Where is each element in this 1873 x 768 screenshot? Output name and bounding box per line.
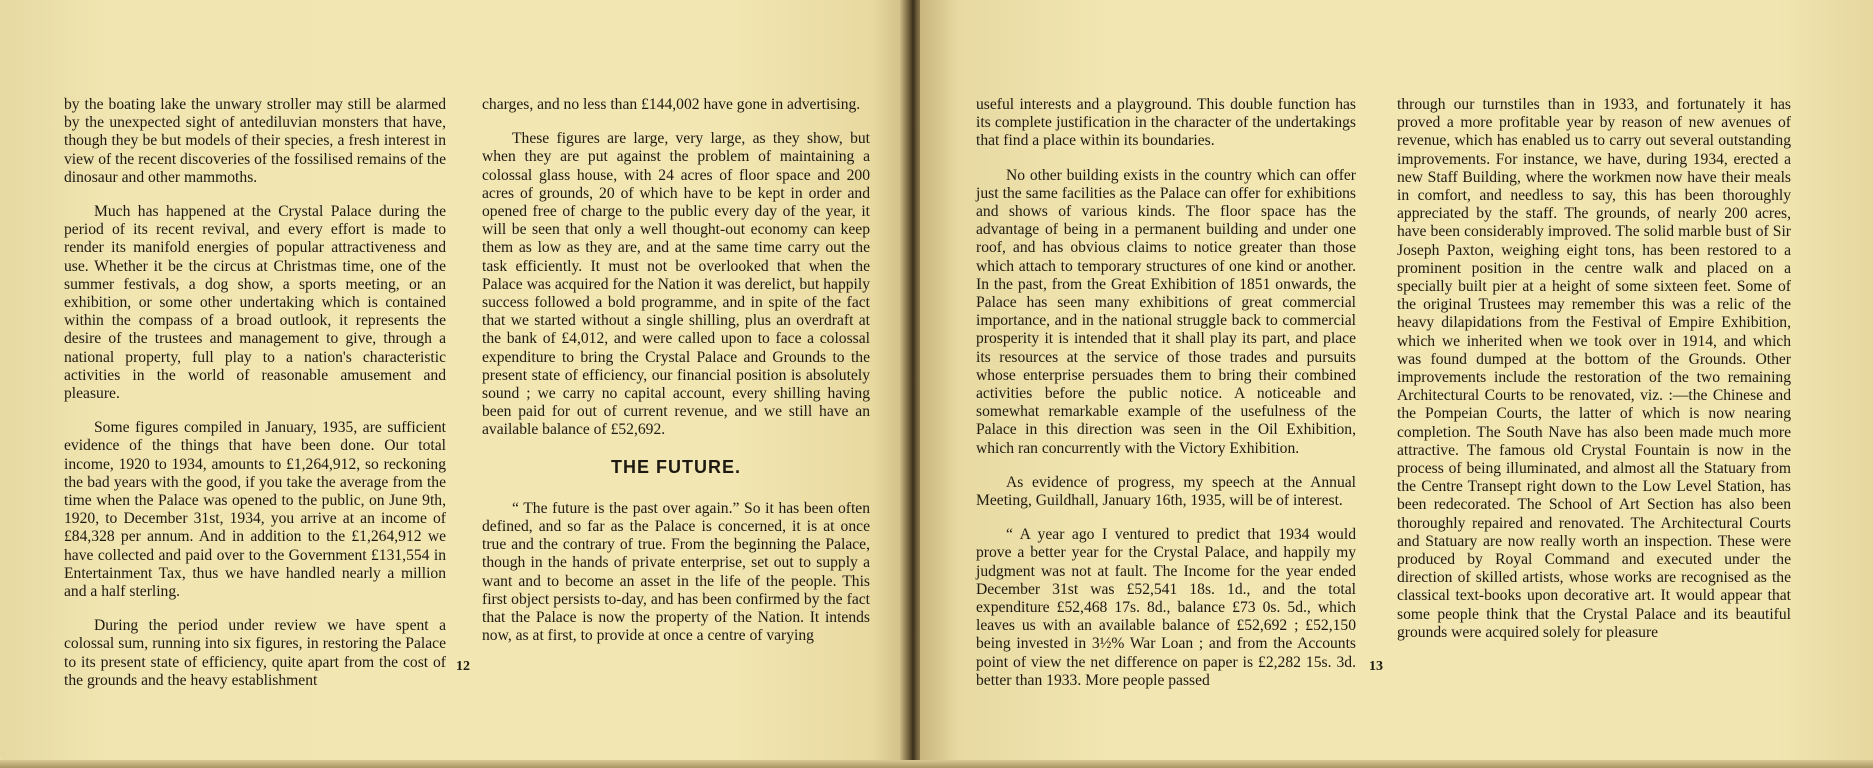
paragraph: Some figures compiled in January, 1935, are sufficient evidence of the things that have been done. Our total income, 1920 to 1934, amounts to £1,264,912, so reckoning the bad years with the good, if you take the average from the time when the Palace was opened to the public, on June 9th, 1920, to December 31st, 1934, you arrive at an income of £84,328 per annum. And in addition to the £1,264,912 we have collected and paid over to the Government £131,554 in Entertainment Tax, thus we have handled nearly a million and a half sterling. (64, 419, 446, 601)
page-number-right: 13 (1369, 659, 1383, 674)
paragraph: useful interests and a playground. This double function has its complete justification in the character of the undertakings that find a place within its boundaries. (976, 96, 1356, 150)
left-page-column-2 (482, 96, 870, 661)
paragraph: These figures are large, very large, as they show, but when they are put against the problem of maintaining a colossal glass house, with 24 acres of floor space and 200 acres of grounds, 20 of which have to be kept in order and opened free of charge to the public every day of the year, it will be seen that only a well thought-out economy can keep them as low as they are, and at the same time carry out the task efficiently. It must not be overlooked that when the Palace was acquired for the Nation it was derelict, but happily success followed a bold programme, and in spite of the fact that we started without a single shilling, plus an overdraft at the bank of £4,012, and were called upon to face a colossal expenditure to bring the Crystal Palace and Grounds to the present state of efficiency, our financial position is absolutely sound ; we carry no capital account, every shilling having been paid for out of current revenue, and we still have an available balance of £52,692. (482, 130, 870, 439)
paragraph: During the period under review we have spent a colossal sum, running into six figures, in restoring the Palace to its present state of efficiency, quite apart from the cost of the grounds and the heavy establishment (64, 617, 446, 689)
paragraph: “ The future is the past over again.” So it has been often defined, and so far as the Palace is concerned, it is at once true and the contrary of true. From the beginning the Palace, though in the hands of private enterprise, set out to supply a want and to become an asset in the life of the people. This first object persists to-day, and has been confirmed by the fact that the Palace is now the property of the Nation. It intends now, as at first, to provide at once a centre of varying (482, 499, 870, 645)
right-page (920, 0, 1873, 760)
paragraph: No other building exists in the country which can offer just the same facilities as the Palace can offer for exhibitions and shows of various kinds. The floor space has the advantage of being in a permanent building and under one roof, and has obvious claims to notice greater than those which attach to temporary structures of one kind or another. In the past, from the Great Exhibition of 1851 onwards, the Palace has seen many exhibitions of great commercial importance, and in the national struggle back to commercial prosperity it is intended that it shall play its part, and place its resources at the service of those trades and pursuits whose enterprise persuades them to bring their combined activities before the public notice. A noticeable and somewhat remarkable example of the usefulness of the Palace in this direction was seen in the Oil Exhibition, which ran concurrently with the Victory Exhibition. (976, 166, 1356, 457)
paragraph: by the boating lake the unwary stroller may still be alarmed by the unexpected sight of antediluvian monsters that have, though they be but models of their species, a fresh interest in view of the recent discoveries of the fossilised remains of the dinosaur and other mammoths. (64, 96, 446, 186)
paragraph: charges, and no less than £144,002 have gone in advertising. (482, 96, 861, 113)
right-page-column-1 (976, 96, 1356, 706)
paragraph: through our turnstiles than in 1933, and fortunately it has proved a more profitable year by reason of new avenues of revenue, which has enabled us to carry out several outstanding improvements. For instance, we have, during 1934, erected a new Staff Building, where the workmen now have their meals in comfort, and needless to say, this has been thoroughly appreciated by the staff. The grounds, of nearly 200 acres, have been considerably improved. The solid marble bust of Sir Joseph Paxton, weighing eight tons, has been restored to a prominent position in the centre walk and placed on a specially built pier at a height of some sixteen feet. Some of the original Trustees may remember this was a relic of the heavy dilapidations from the Festival of Empire Exhibition, which we inherited when we took over in 1914, and which was found dumped at the bottom of the Grounds. Other improvements include the restoration of the two remaining Architectural Courts to be renovated, viz. :—the Chinese and the Pompeian Courts, the latter of which is now nearing completion. The South Nave has also been made much more attractive. The famous old Crystal Fountain is now in the process of being illuminated, and almost all the Statuary from the Centre Transept right down to the Low Level Station, has been redecorated. The School of Art Section has also been thoroughly repaired and renovated. The Architectural Courts and Statuary are now really worth an inspection. These were produced by Royal Command and executed under the direction of skilled artists, whose works are recognised as the classical text-books upon decorative art. It would appear that some people think that the Crystal Palace and its beautiful grounds were acquired solely for pleasure (1397, 96, 1791, 641)
left-page (0, 0, 908, 760)
page-number-left: 12 (456, 659, 470, 674)
left-page-column-1 (64, 96, 446, 706)
section-heading: THE FUTURE. (611, 456, 741, 477)
paragraph: “ A year ago I ventured to predict that 1934 would prove a better year for the Crystal Palace, and happily my judgment was not at fault. The Income for the year ended December 31st was £52,541 18s. 1d., and the total expenditure £52,468 17s. 8d., balance £73 0s. 5d., which leaves us with an available balance of £52,692 ; £52,150 being invested in 3½% War Loan ; and from the Accounts point of view the net difference on paper is £2,282 15s. 3d. better than 1933. More people passed (976, 526, 1356, 689)
right-page-column-2 (1397, 96, 1791, 658)
paragraph: As evidence of progress, my speech at the Annual Meeting, Guildhall, January 16th, 1935, will be of interest. (976, 473, 1356, 510)
book-bottom-edge (0, 760, 1873, 768)
paragraph: Much has happened at the Crystal Palace during the period of its recent revival, and every effort is made to render its manifold energies of popular attractiveness and use. Whether it be the circus at Christmas time, one of the summer festivals, a dog show, a sports meeting, or an exhibition, or some other undertaking which is contained within the compass of a broad outlook, it represents the desire of the trustees and management to give, through a national property, full play to a nation's characteristic activities in the world of reasonable amusement and pleasure. (64, 203, 446, 403)
